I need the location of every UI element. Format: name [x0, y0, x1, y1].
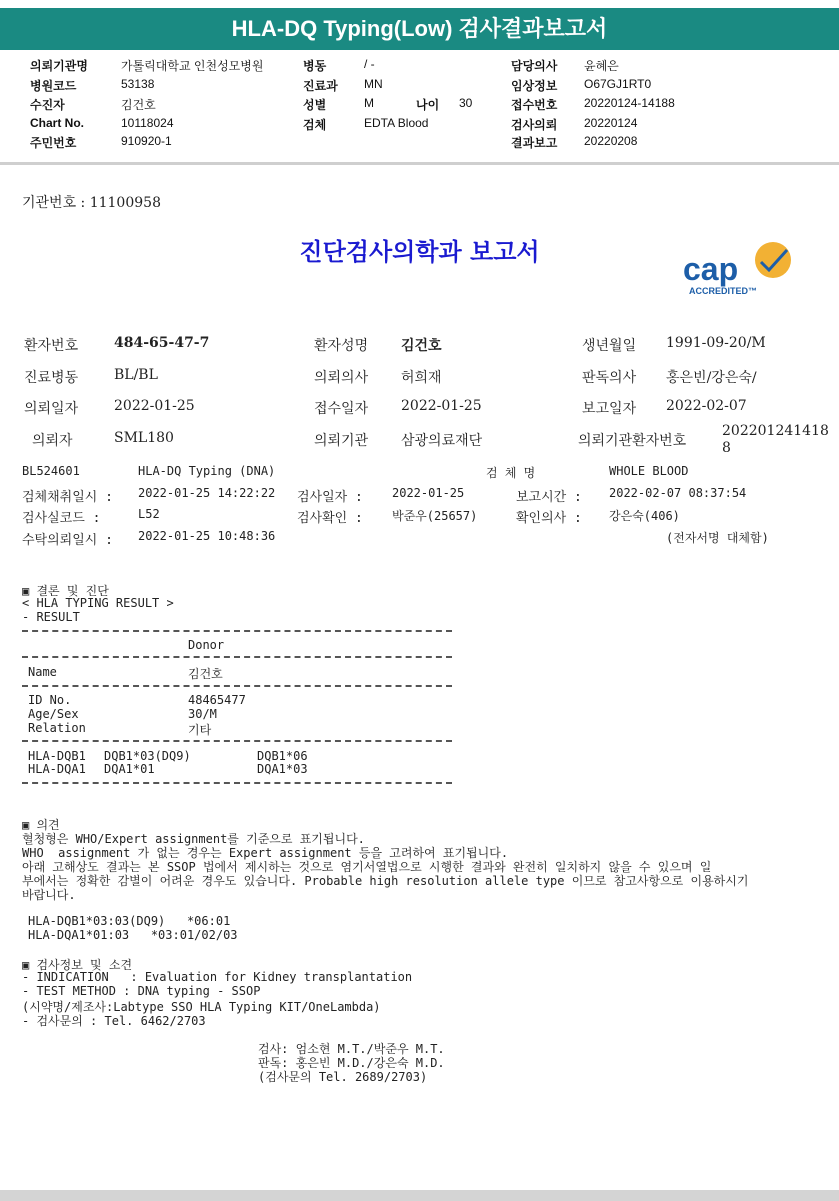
age-value: 30	[459, 96, 473, 110]
patient-value: 김건호	[121, 98, 156, 112]
institution-patient-no-label: 의뢰기관환자번호	[578, 433, 687, 449]
chart-no-value: 10118024	[121, 116, 174, 130]
order-time-value: 2022-01-25 10:48:36	[138, 529, 276, 543]
name-value: 김건호	[188, 667, 223, 681]
info-line: (시약명/제조사:Labtype SSO HLA Typing KIT/OneLambda)	[22, 1000, 381, 1014]
collection-time-value: 2022-01-25 14:22:22	[138, 486, 276, 500]
agesex-value: 30/M	[188, 707, 217, 721]
requesting-doctor-label: 의뢰의사	[314, 370, 369, 386]
patient-label: 수진자	[30, 98, 65, 112]
result-report-value: 20220208	[584, 134, 638, 148]
confirming-physician-label: 확인의사 :	[516, 511, 582, 526]
patient-no-value: 484-65-47-7	[114, 335, 210, 351]
department-value: MN	[364, 77, 383, 91]
id-label: ID No.	[28, 693, 72, 707]
cap-logo-word: cap	[683, 251, 739, 287]
requester-value: SML180	[114, 430, 174, 446]
info-line: - INDICATION : Evaluation for Kidney transplantation	[22, 970, 413, 984]
signature-line: (검사문의 Tel. 2689/2703)	[258, 1070, 428, 1084]
e-signature-note: (전자서명 대체함)	[666, 531, 769, 545]
ward-bl-label: 진료병동	[24, 370, 79, 386]
report-time-label: 보고시간 :	[516, 490, 582, 505]
test-confirm-label: 검사확인 :	[297, 511, 363, 526]
opinion-line: 바랍니다.	[22, 888, 76, 902]
institution-patient-no-cont: 8	[722, 440, 731, 456]
report-time-value: 2022-02-07 08:37:54	[609, 486, 747, 500]
result-section-title: ▣ 결론 및 진단	[22, 584, 109, 598]
request-date-value: 20220124	[584, 116, 638, 130]
chart-no-label: Chart No.	[30, 116, 84, 130]
signature-line: 판독: 홍은빈 M.D./강은숙 M.D.	[258, 1056, 445, 1070]
dqb1-allele-1: DQB1*03(DQ9)	[104, 749, 191, 763]
agesex-label: Age/Sex	[28, 707, 79, 721]
confirming-physician-value: 강은숙(406)	[609, 509, 680, 523]
report-date-label: 보고일자	[582, 401, 637, 417]
doctor-label: 담당의사	[511, 59, 558, 73]
result-table-rule-1	[22, 656, 452, 658]
lab-code-value: L52	[138, 507, 160, 521]
request-date-label: 검사의뢰	[511, 118, 558, 132]
order-time-label: 수탁의뢰일시 :	[22, 533, 114, 548]
test-code: BL524601	[22, 464, 80, 478]
specimen-name-label: 검 체 명	[486, 466, 536, 480]
requesting-institution-value: 삼광의료재단	[401, 433, 483, 449]
receipt-no-value: 20220124-14188	[584, 96, 675, 110]
doctor-value: 윤혜은	[584, 59, 619, 73]
department-label: 진료과	[303, 79, 338, 93]
resident-no-value: 910920-1	[121, 134, 172, 148]
test-date-label: 검사일자 :	[297, 490, 363, 505]
result-report-label: 결과보고	[511, 136, 558, 150]
report-date-value: 2022-02-07	[666, 398, 747, 414]
id-value: 48465477	[188, 693, 246, 707]
reading-doctor-label: 판독의사	[582, 370, 637, 386]
result-table-rule-top	[22, 630, 452, 632]
hospital-label: 의뢰기관명	[30, 59, 88, 73]
dqa1-locus: HLA-DQA1	[28, 762, 86, 776]
result-table-rule-bottom	[22, 782, 452, 784]
relation-label: Relation	[28, 721, 86, 735]
test-confirm-value: 박준우(25657)	[392, 509, 478, 523]
clinical-info-label: 임상정보	[511, 79, 558, 93]
test-date-value: 2022-01-25	[392, 486, 465, 500]
request-date2-value: 2022-01-25	[114, 398, 195, 414]
name-label: Name	[28, 665, 57, 679]
dqa1-allele-1: DQA1*01	[104, 762, 155, 776]
lab-code-label: 검사실코드 :	[22, 511, 101, 526]
ward-label: 병동	[303, 59, 327, 73]
receipt-no-label: 접수번호	[511, 98, 558, 112]
opinion-line: 혈청형은 WHO/Expert assignment를 기준으로 표기됩니다.	[22, 832, 365, 846]
report-title: 진단검사의학과 보고서	[299, 237, 540, 266]
ward-bl-value: BL/BL	[114, 367, 158, 383]
institution-number: 기관번호 : 11100958	[22, 195, 161, 211]
collection-time-label: 검체채취일시 :	[22, 490, 114, 505]
header-divider	[0, 162, 839, 165]
receipt-date-label: 접수일자	[314, 401, 369, 417]
specimen-name-value: WHOLE BLOOD	[609, 464, 689, 478]
dqb1-allele-2: DQB1*06	[257, 749, 308, 763]
requester-label: 의뢰자	[32, 433, 73, 449]
patient-name-value: 김건호	[401, 338, 442, 354]
requesting-doctor-value: 허희재	[401, 370, 442, 386]
resident-no-label: 주민번호	[30, 136, 77, 150]
birthdate-label: 생년월일	[582, 338, 637, 354]
patient-name-label: 환자성명	[314, 338, 369, 354]
cap-logo-circle	[755, 242, 791, 278]
test-name: HLA-DQ Typing (DNA)	[138, 464, 276, 478]
clinical-info-value: O67GJ1RT0	[584, 77, 652, 91]
high-res-line: HLA-DQB1*03:03(DQ9) *06:01	[28, 914, 231, 928]
result-table-rule-3	[22, 740, 452, 742]
patient-no-label: 환자번호	[24, 338, 79, 354]
opinion-title: ▣ 의견	[22, 818, 60, 832]
page-footer-bar	[0, 1190, 839, 1201]
specimen-label: 검체	[303, 118, 327, 132]
sex-value: M	[364, 96, 374, 110]
receipt-date-value: 2022-01-25	[401, 398, 482, 414]
requesting-institution-label: 의뢰기관	[314, 433, 369, 449]
age-label: 나이	[416, 98, 440, 112]
request-date2-label: 의뢰일자	[24, 401, 79, 417]
donor-header: Donor	[188, 638, 225, 652]
cap-logo-sub: ACCREDITED™	[689, 286, 758, 296]
hla-typing-result-title: < HLA TYPING RESULT >	[22, 596, 174, 610]
result-table-rule-2	[22, 685, 452, 687]
hospital-code-value: 53138	[121, 77, 155, 91]
report-header-title: HLA-DQ Typing(Low) 검사결과보고서	[0, 8, 839, 50]
specimen-value: EDTA Blood	[364, 116, 429, 130]
sex-label: 성별	[303, 98, 327, 112]
dqb1-locus: HLA-DQB1	[28, 749, 86, 763]
opinion-line: 아래 고해상도 결과는 본 SSOP 법에서 제시하는 것으로 염기서열법으로 시행한 결과와 완전히 일치하지 않을 수 있으며 일	[22, 860, 712, 874]
birthdate-value: 1991-09-20/M	[666, 335, 766, 351]
relation-value: 기타	[188, 723, 212, 737]
dqa1-allele-2: DQA1*03	[257, 762, 308, 776]
result-label: - RESULT	[22, 610, 80, 624]
info-line: - 검사문의 : Tel. 6462/2703	[22, 1014, 206, 1028]
ward-value: / -	[364, 57, 375, 71]
hospital-value: 가톨릭대학교 인천성모병원	[121, 59, 264, 73]
hospital-code-label: 병원코드	[30, 79, 77, 93]
high-res-line: HLA-DQA1*01:03 *03:01/02/03	[28, 928, 238, 942]
opinion-line: 부에서는 정확한 감별이 어려운 경우도 있습니다. Probable high resolution allele type 이므로 참고사항으로 이용하시기	[22, 874, 749, 888]
info-title: ▣ 검사정보 및 소견	[22, 958, 133, 972]
reading-doctor-value: 홍은빈/강은숙/	[666, 370, 757, 386]
info-line: - TEST METHOD : DNA typing - SSOP	[22, 984, 261, 998]
institution-patient-no-value: 202201241418	[722, 423, 829, 439]
opinion-line: WHO assignment 가 없는 경우는 Expert assignment 등을 고려하여 표기됩니다.	[22, 846, 509, 860]
cap-accredited-logo	[677, 240, 801, 304]
signature-line: 검사: 엄소현 M.T./박준우 M.T.	[258, 1042, 445, 1056]
